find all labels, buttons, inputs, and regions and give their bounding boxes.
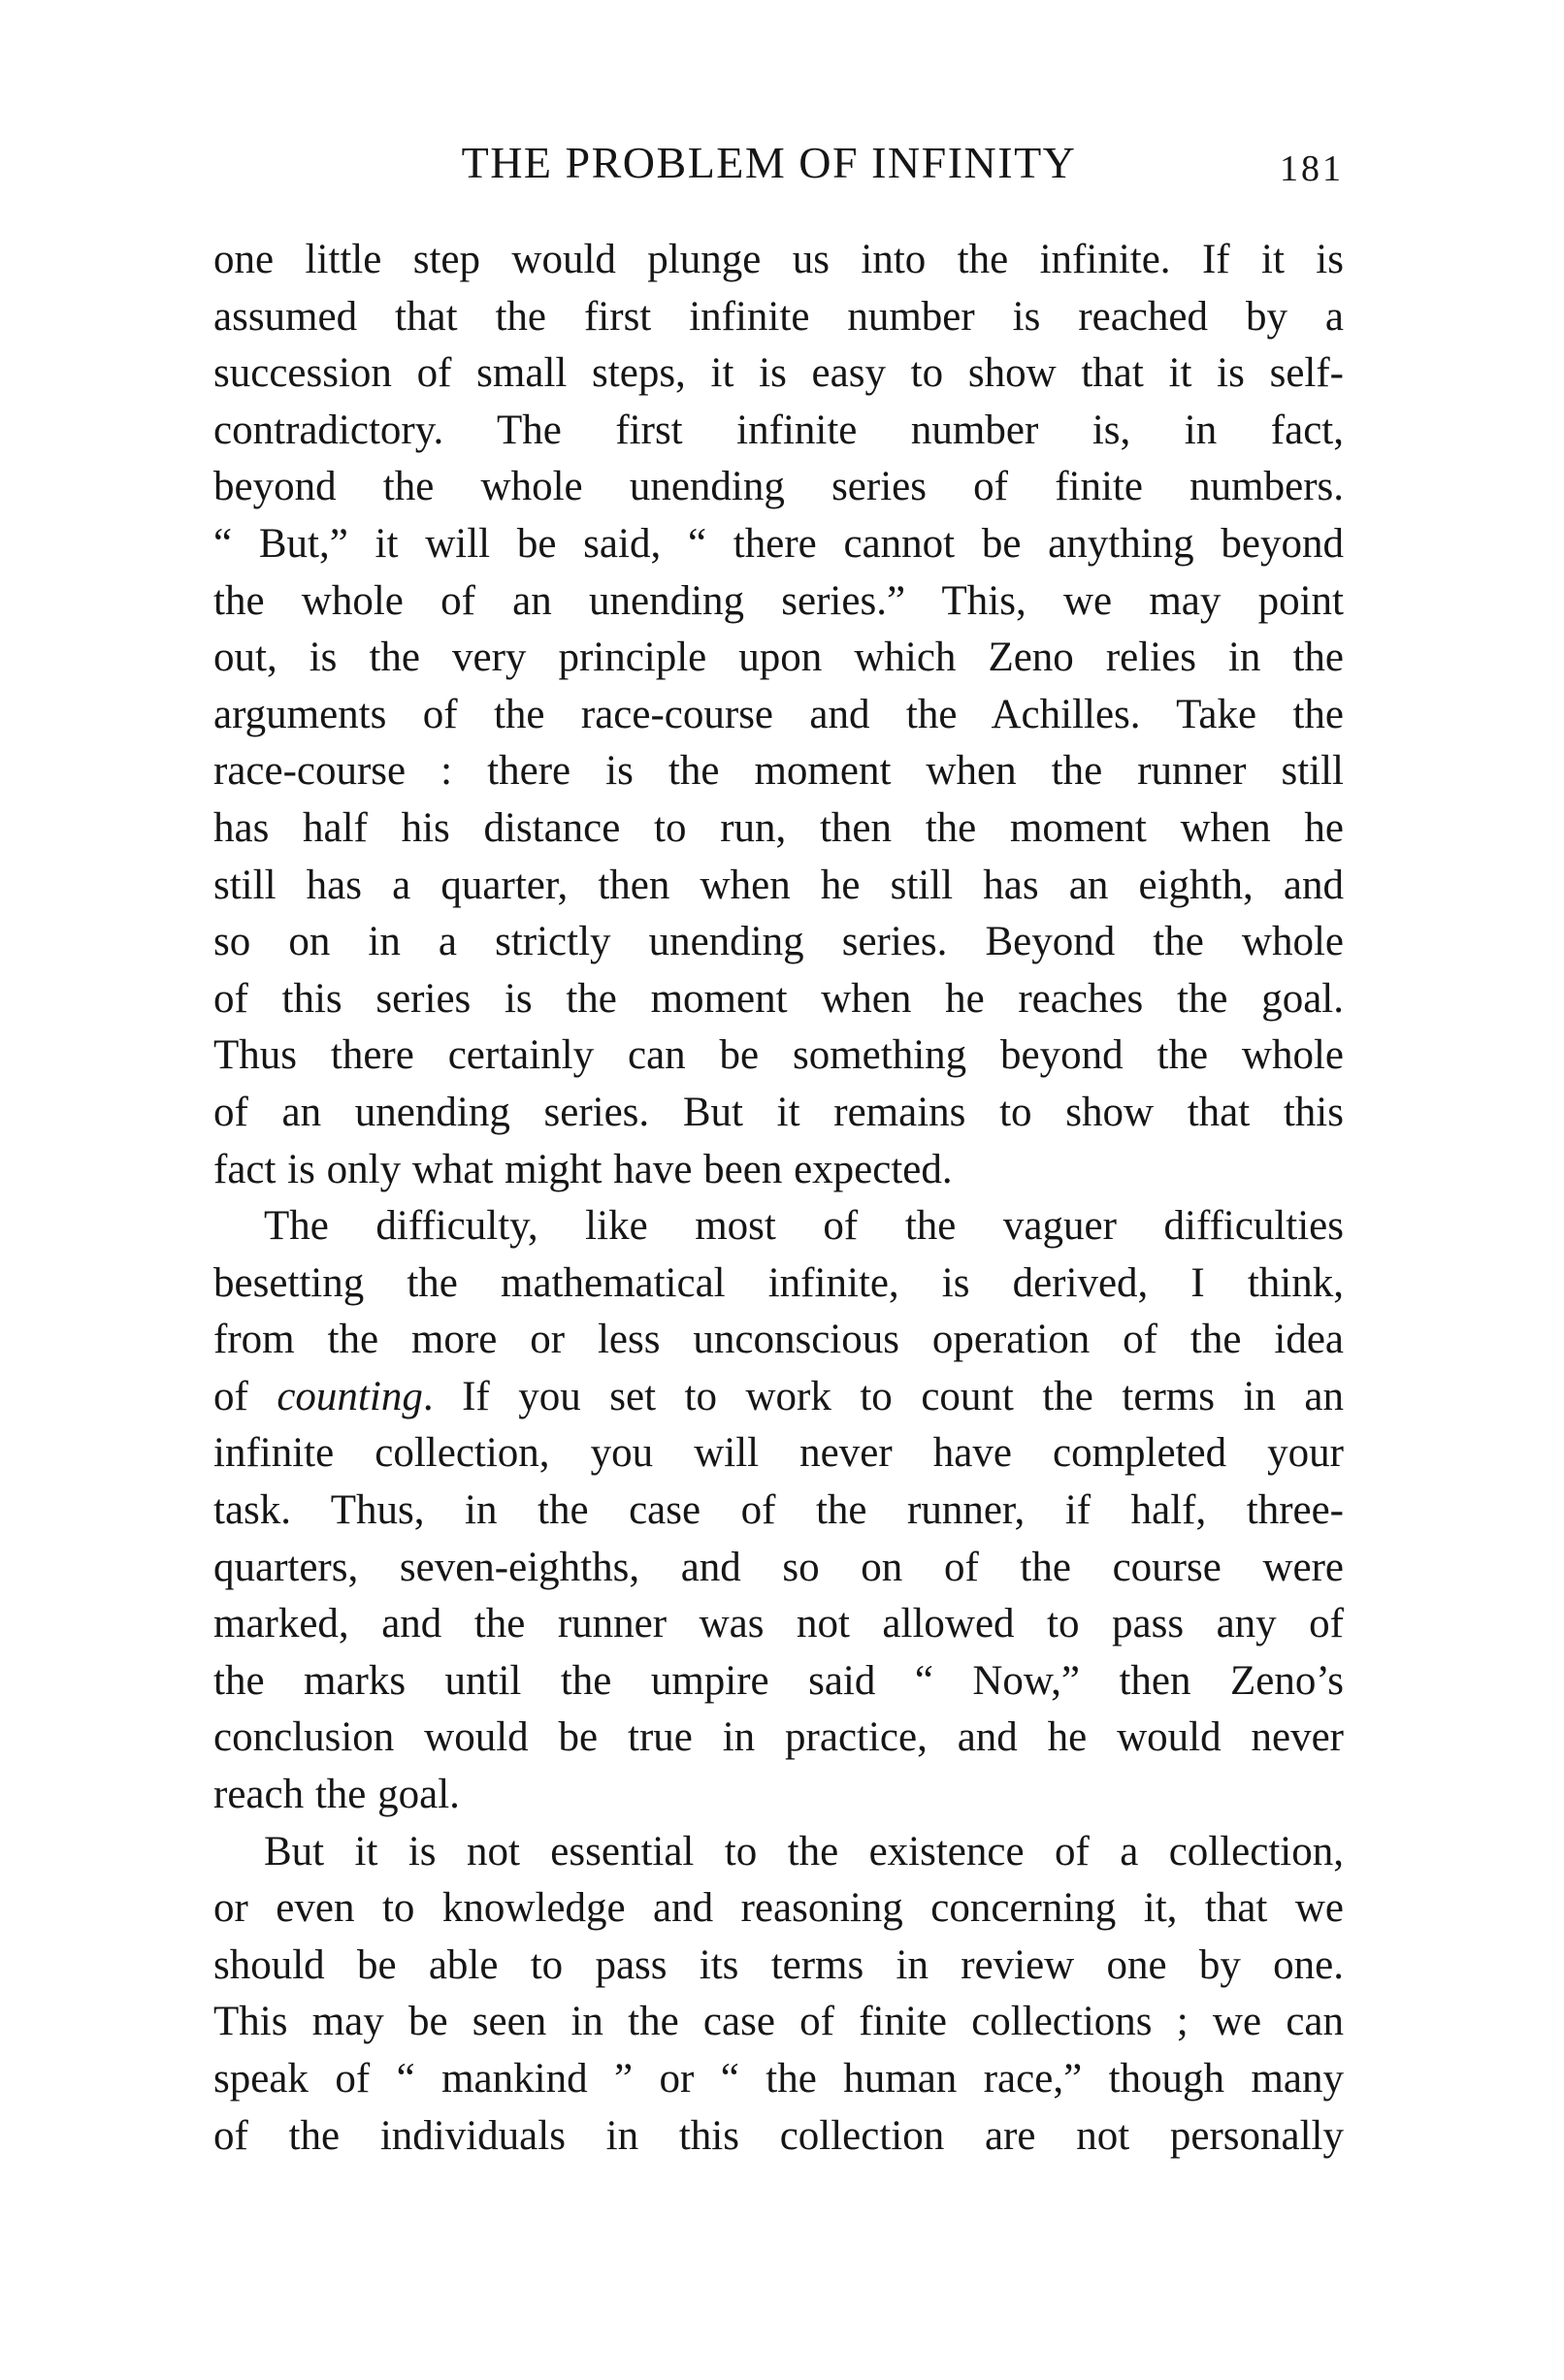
- text-line: Thus there certainly can be something beyond the whole: [213, 1032, 1344, 1079]
- body-text: [213, 232, 1344, 2165]
- text-line: reach the goal.: [213, 1772, 460, 1818]
- text-line: besetting the mathematical infinite, is derived, I think,: [213, 1259, 1344, 1306]
- text-line: The difficulty, like most of the vaguer difficulties: [264, 1203, 1344, 1250]
- text-segment: . If you set to work to count the terms in an: [422, 1373, 1344, 1419]
- text-line: has half his distance to run, then the moment when he: [213, 804, 1344, 851]
- text-line: beyond the whole unending series of finite numbers.: [213, 464, 1344, 510]
- page-header: [213, 134, 1344, 192]
- text-line: of this series is the moment when he reaches the goal.: [213, 975, 1344, 1022]
- text-line: or even to knowledge and reasoning concerning it, that we: [213, 1885, 1344, 1932]
- text-line: succession of small steps, it is easy to show that it is self-: [213, 350, 1344, 397]
- text-line: [213, 1369, 1344, 1426]
- text-line: arguments of the race-course and the Achilles. Take the: [213, 691, 1344, 737]
- text-line: of the individuals in this collection are not personally: [213, 2112, 1344, 2159]
- text-line: still has a quarter, then when he still has an eighth, and: [213, 862, 1344, 908]
- text-line: race-course : there is the moment when the runner still: [213, 748, 1344, 795]
- page-number: 181: [1280, 148, 1344, 189]
- text-segment: of: [213, 1373, 277, 1419]
- text-line: out, is the very principle upon which Zeno relies in the: [213, 635, 1344, 681]
- paragraph: [213, 232, 1344, 1198]
- text-line: so on in a strictly unending series. Beyond the whole: [213, 919, 1344, 965]
- text-line: But it is not essential to the existence of a collection,: [264, 1828, 1344, 1875]
- text-line: infinite collection, you will never have completed your: [213, 1430, 1344, 1477]
- text-line: should be able to pass its terms in review one by one.: [213, 1941, 1344, 1988]
- text-line: quarters, seven-eighths, and so on of the course were: [213, 1544, 1344, 1590]
- paragraph: [213, 1824, 1344, 2166]
- text-line: of an unending series. But it remains to show that this: [213, 1089, 1344, 1135]
- text-line: contradictory. The first infinite number is, in fact,: [213, 407, 1344, 453]
- text-line: fact is only what might have been expected.: [213, 1146, 953, 1192]
- running-title: THE PROBLEM OF INFINITY: [461, 138, 1077, 187]
- text-line: conclusion would be true in practice, and he would never: [213, 1714, 1344, 1761]
- emphasis: counting: [277, 1373, 423, 1419]
- text-line: marked, and the runner was not allowed to pass any of: [213, 1601, 1344, 1647]
- text-line: assumed that the first infinite number is reached by a: [213, 293, 1344, 340]
- text-line: speak of “ mankind ” or “ the human race,” though many: [213, 2056, 1344, 2102]
- text-line: task. Thus, in the case of the runner, if half, three-: [213, 1487, 1344, 1534]
- text-line: the whole of an unending series.” This, we may point: [213, 577, 1344, 624]
- text-line: one little step would plunge us into the infinite. If it is: [213, 237, 1344, 282]
- text-line: This may be seen in the case of finite collections ; we can: [213, 1999, 1344, 2045]
- paragraph: [213, 1198, 1344, 1824]
- text-line: from the more or less unconscious operation of the idea: [213, 1317, 1344, 1363]
- text-line: the marks until the umpire said “ Now,” then Zeno’s: [213, 1657, 1344, 1704]
- text-line: “ But,” it will be said, “ there cannot be anything beyond: [213, 520, 1344, 567]
